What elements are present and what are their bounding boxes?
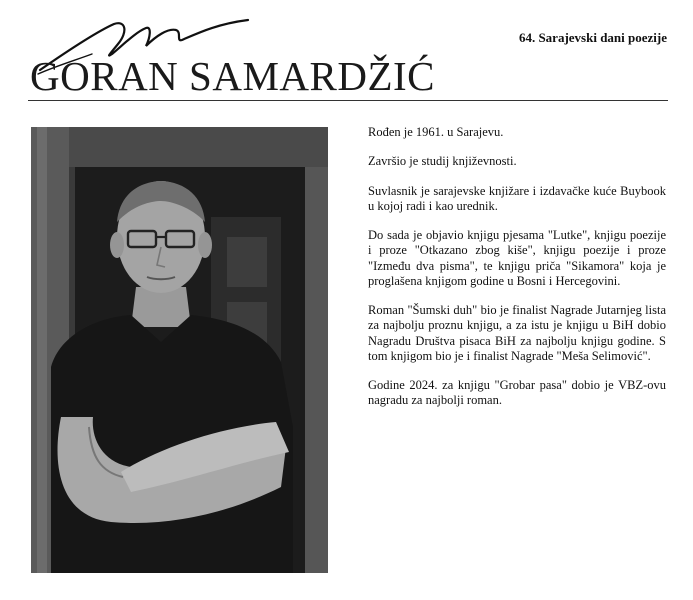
event-title: 64. Sarajevski dani poezije [518, 30, 667, 45]
bio-paragraph: Suvlasnik je sarajevske knjižare i izdavačke kuće Buybook u kojoj radi i kao urednik. [368, 183, 666, 213]
biography [368, 125, 666, 423]
bio-paragraph: Završio je studij književnosti. [368, 154, 517, 169]
bio-paragraph: Do sada je objavio knjigu pjesama "Lutke", knjigu poezije i proze "Otkazano zbog kiše", knjigu poezije i proze "Između dva pisma", te knjigu priča "Sikamora" koja je proglašena knjigom godine u Bosni i Hercegovini. [368, 228, 666, 288]
bio-paragraph: Roman "Šumski duh" bio je finalist Nagrade Jutarnjeg lista za najbolju proznu knjigu, a za istu je knjigu u BiH dobio Nagradu Društva pisaca BiH za najbolju knjigu godine. S tom knjigom bio je i finalist Nagrade "Meša Selimović". [368, 303, 666, 363]
bio-paragraph: Godine 2024. za knjigu "Grobar pasa" dobio je VBZ-ovu nagradu za najbolji roman. [368, 378, 666, 408]
bio-paragraph: Rođen je 1961. u Sarajevu. [368, 125, 504, 139]
author-name: GORAN SAMARDŽIĆ [30, 53, 436, 99]
header-divider [28, 100, 668, 101]
author-photo [31, 127, 328, 573]
